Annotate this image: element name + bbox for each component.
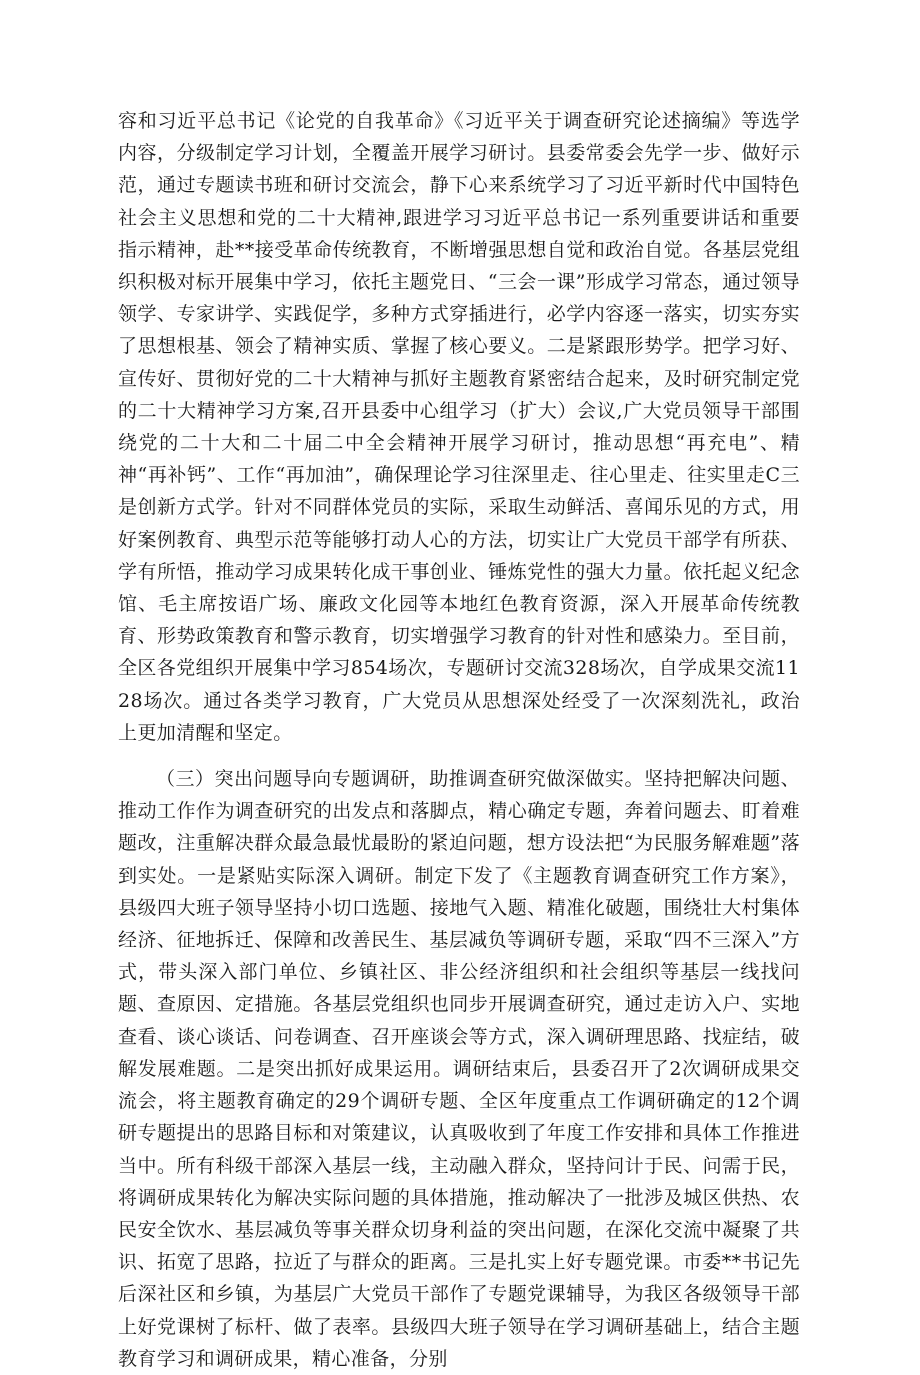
paragraph-research-section: （三）突出问题导向专题调研，助推调查研究做深做实。坚持把解决问题、推动工作作为调查研究的出发点和落脚点，精心确定专题，奔着问题去、盯着难题改，注重解决群众最急最忧最盼的紧迫问题，想方设法把“为民服务解难题”落到实处。一是紧贴实际深入调研。制定下发了《主题教育调查研究工作方案》，县级四大班子领导坚持小切口选题、接地气入题、精准化破题，围绕壮大村集体经济、征地拆迁、保障和改善民生、基层减负等调研专题，采取“四不三深入”方式，带头深入部门单位、乡镇社区、非公经济组织和社会组织等基层一线找问题、查原因、定措施。各基层党组织也同步开展调查研究，通过走访入户、实地查看、谈心谈话、问卷调查、召开座谈会等方式，深入调研理思路、找症结，破解发展难题。二是突出抓好成果运用。调研结束后，县委召开了2次调研成果交流会，将主题教育确定的29个调研专题、全区年度重点工作调研确定的12个调研专题提出的思路目标和对策建议，认真吸收到了年度工作安排和具体工作推进当中。所有科级干部深入基层一线，主动融入群众，坚持问计于民、问需于民，将调研成果转化为解决实际问题的具体措施，推动解决了一批涉及城区供热、农民安全饮水、基层减负等事关群众切身利益的突出问题，在深化交流中凝聚了共识、拓宽了思路，拉近了与群众的距离。三是扎实上好专题党课。市委**书记先后深社区和乡镇，为基层广大党员干部作了专题党课辅导，为我区各级领导干部上好党课树了标杆、做了表率。县级四大班子领导在学习调研基础上，结合主题教育学习和调研成果，精心准备，分别 [118, 768, 800, 1370]
paragraph-study-section-continued: 容和习近平总书记《论党的自我革命》《习近平关于调查研究论述摘编》等选学内容，分级制定学习计划，全覆盖开展学习研讨。县委常委会先学一步、做好示范，通过专题读书班和研讨交流会，静下心来系统学习了习近平新时代中国特色社会主义思想和党的二十大精神,跟进学习习近平总书记一系列重要讲话和重要指示精神，赴**接受革命传统教育，不断增强思想自觉和政治自觉。各基层党组织积极对标开展集中学习，依托主题党日、“三会一课”形成学习常态，通过领导领学、专家讲学、实践促学，多种方式穿插进行，必学内容逐一落实，切实夯实了思想根基、领会了精神实质、掌握了核心要义。二是紧跟形势学。把学习好、宣传好、贯彻好党的二十大精神与抓好主题教育紧密结合起来，及时研究制定党的二十大精神学习方案,召开县委中心组学习（扩大）会议,广大党员领导干部围绕党的二十大和二十届二中全会精神开展学习研讨，推动思想“再充电”、精神“再补钙”、工作“再加油”，确保理论学习往深里走、往心里走、往实里走C三是创新方式学。针对不同群体党员的实际，采取生动鲜活、喜闻乐见的方式，用好案例教育、典型示范等能够打动人心的方法，切实让广大党员干部学有所获、学有所悟，推动学习成果转化成干事创业、锤炼党性的强大力量。依托起义纪念馆、毛主席按语广场、廉政文化园等本地红色教育资源，深入开展革命传统教育、形势政策教育和警示教育，切实增强学习教育的针对性和感染力。至目前，全区各党组织开展集中学习854场次，专题研讨交流328场次，自学成果交流1128场次。通过各类学习教育，广大党员从思想深处经受了一次深刻洗礼，政治上更加清醒和坚定。 [118, 110, 800, 744]
document-body [118, 105, 800, 1375]
